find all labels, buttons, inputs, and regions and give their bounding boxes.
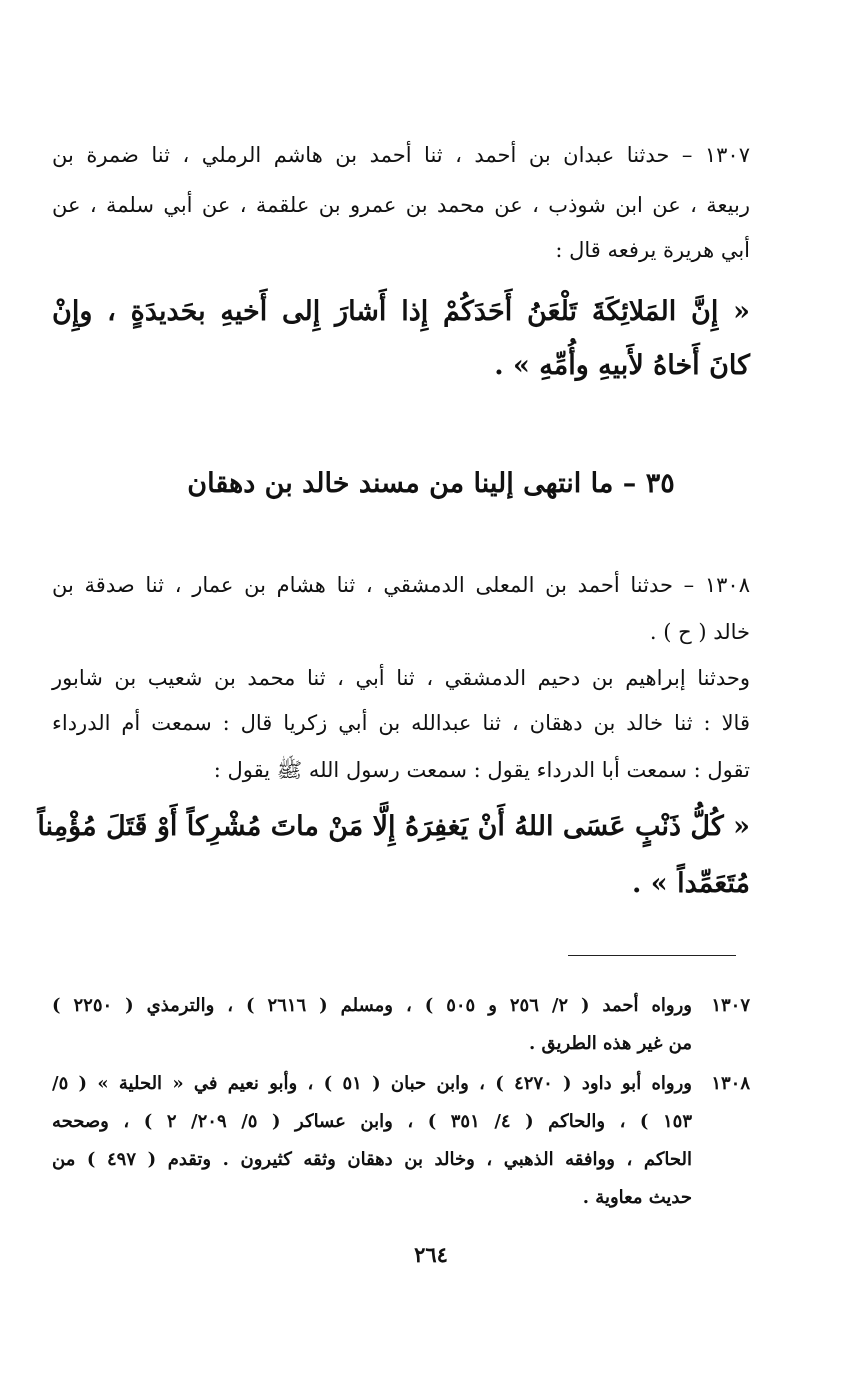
hadith-1308-isnad-line-5: تقول : سمعت أبا الدرداء يقول : سمعت رسول الله ﷺ يقول :: [213, 758, 750, 782]
footnote-1307-line-2: من غير هذه الطريق .: [528, 1033, 692, 1054]
hadith-1308-isnad-line-1: ١٣٠٨ – حدثنا أحمد بن المعلى الدمشقي ، ثنا هشام بن عمار ، ثنا صدقة بن: [52, 573, 750, 597]
footnote-1308-line-4: حديث معاوية .: [582, 1187, 692, 1208]
hadith-1308-isnad-line-3: وحدثنا إبراهيم بن دحيم الدمشقي ، ثنا أبي ، ثنا محمد بن شعيب بن شابور: [52, 666, 750, 690]
hadith-1307-isnad-line-2: ربيعة ، عن ابن شوذب ، عن محمد بن عمرو بن علقمة ، عن أبي سلمة ، عن: [52, 193, 750, 217]
hadith-1307-isnad-line-1: ١٣٠٧ – حدثنا عبدان بن أحمد ، ثنا أحمد بن هاشم الرملي ، ثنا ضمرة بن: [52, 143, 750, 167]
section-heading: ٣٥ – ما انتهى إلينا من مسند خالد بن دهقان: [187, 468, 675, 499]
hadith-1308-isnad-line-2: خالد ( ح ) .: [649, 620, 750, 644]
hadith-1308-matn-line-2: مُتَعَمِّداً » .: [632, 868, 750, 899]
footnote-1308-line-2: ١٥٣ ) ، والحاكم ( ٤/ ٣٥١ ) ، وابن عساكر ( ٥/ ٢٠٩/ ٢ ) ، وصححه: [52, 1111, 692, 1132]
page-number: ٢٦٤: [414, 1242, 448, 1267]
footnote-1308-line-3: الحاكم ، ووافقه الذهبي ، وخالد بن دهقان وثقه كثيرون . وتقدم ( ٤٩٧ ) من: [52, 1149, 692, 1170]
footnote-1307-line-1: ورواه أحمد ( ٢/ ٢٥٦ و ٥٠٥ ) ، ومسلم ( ٢٦١٦ ) ، والترمذي ( ٢٢٥٠ ): [52, 995, 692, 1016]
hadith-1307-isnad-line-3: أبي هريرة يرفعه قال :: [555, 238, 750, 262]
footnote-1308-line-1: ورواه أبو داود ( ٤٢٧٠ ) ، وابن حبان ( ٥١ ) ، وأبو نعيم في « الحلية » ( ٥/: [52, 1073, 692, 1094]
hadith-1307-matn-line-1: « إِنَّ المَلائِكَةَ تَلْعَنُ أَحَدَكُمْ إِذا أَشارَ إِلى أَخيهِ بحَديدَةٍ ، وإِنْ: [52, 296, 750, 327]
hadith-1307-matn-line-2: كانَ أَخاهُ لأَبيهِ وأُمِّهِ » .: [494, 350, 750, 381]
footnote-number-1308: ١٣٠٨: [711, 1073, 750, 1094]
footnote-number-1307: ١٣٠٧: [711, 995, 750, 1016]
hadith-1308-isnad-line-4: قالا : ثنا خالد بن دهقان ، ثنا عبدالله بن أبي زكريا قال : سمعت أم الدرداء: [52, 711, 750, 735]
hadith-1308-matn-line-1: « كُلُّ ذَنْبٍ عَسَى اللهُ أَنْ يَغفِرَهُ إِلَّا مَنْ ماتَ مُشْرِكاً أَوْ قَتَلَ مُؤْمِناً: [37, 811, 750, 842]
footnote-separator: [568, 955, 736, 956]
